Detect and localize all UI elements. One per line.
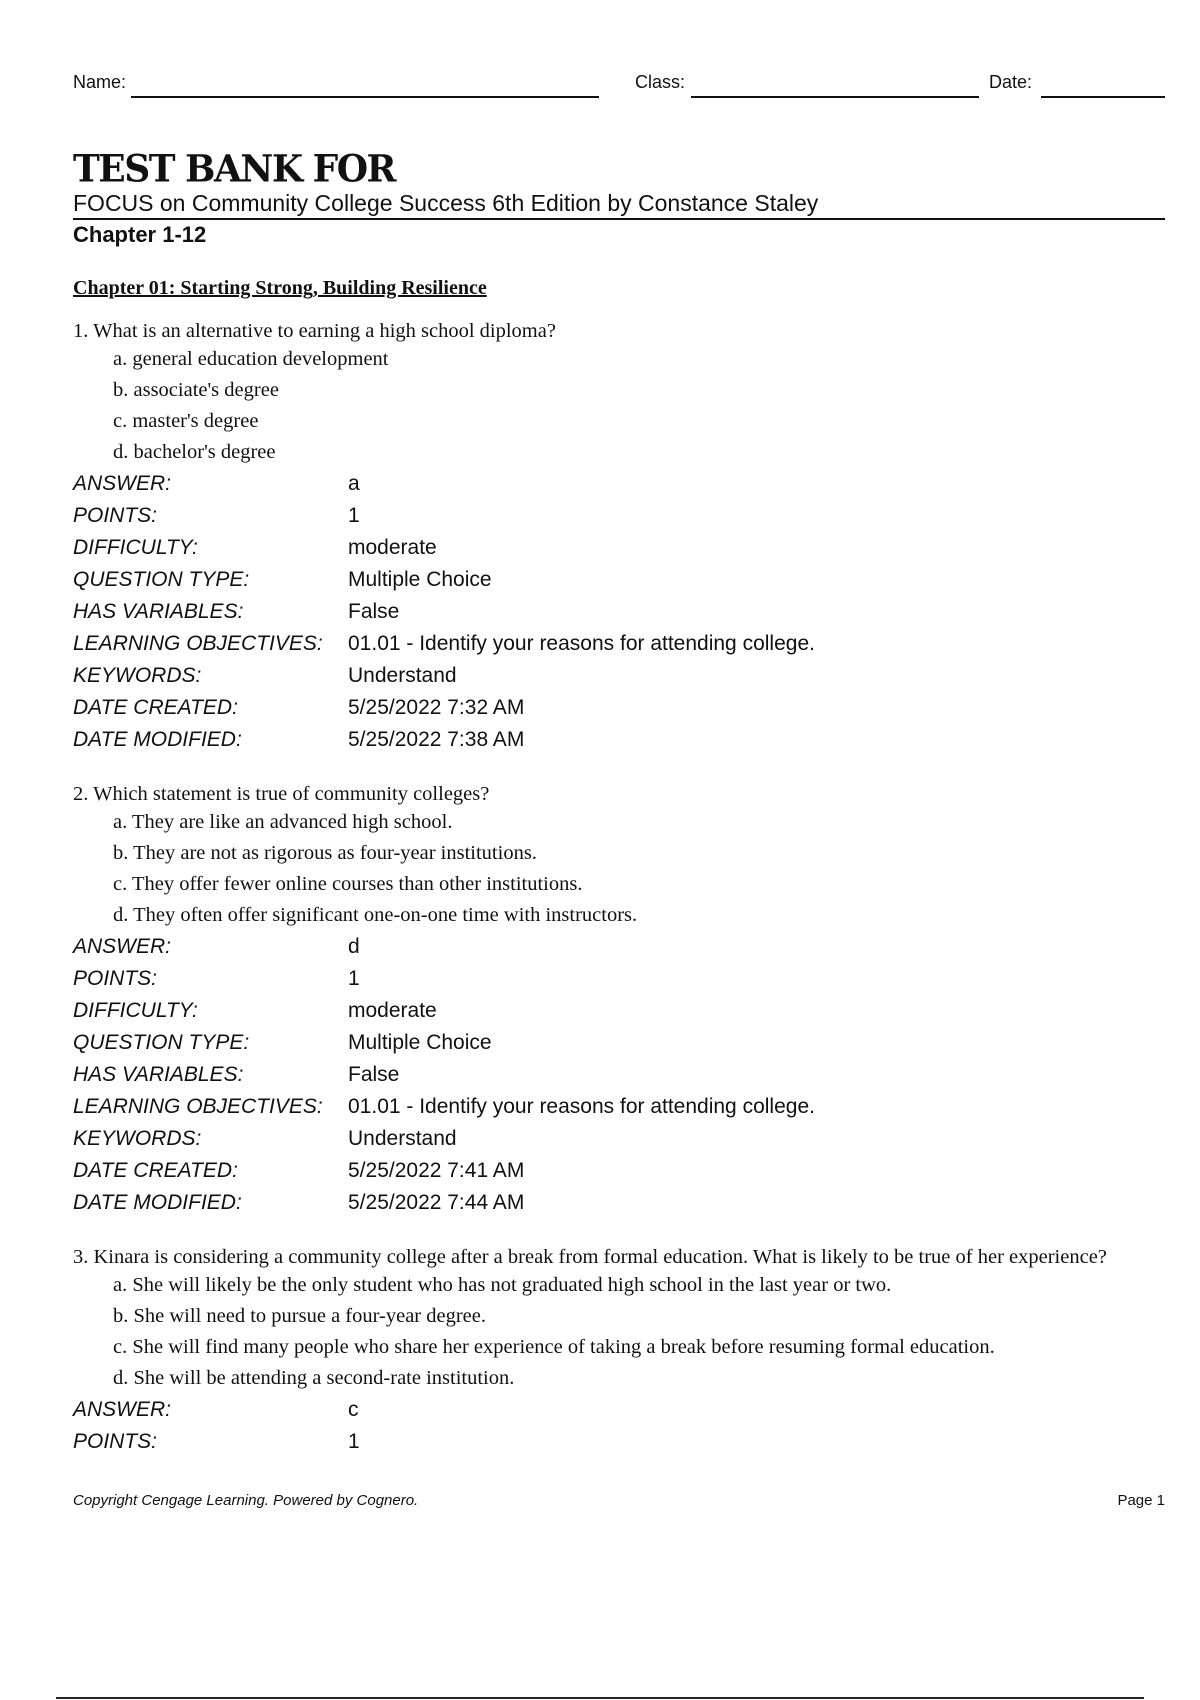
meta-row bbox=[73, 596, 1165, 628]
meta-row bbox=[73, 1059, 1165, 1091]
meta-key: KEYWORDS: bbox=[73, 1127, 202, 1150]
subtitle-divider bbox=[73, 218, 1165, 220]
question-stem: 1. What is an alternative to earning a high school diploma? bbox=[73, 320, 556, 342]
document-title: TEST BANK FOR bbox=[73, 146, 395, 192]
meta-row bbox=[73, 1394, 1165, 1426]
date-label: Date: bbox=[989, 72, 1033, 92]
meta-value: 01.01 - Identify your reasons for attending college. bbox=[348, 632, 815, 655]
meta-row bbox=[73, 468, 1165, 500]
answer-option: d. They often offer significant one-on-one time with instructors. bbox=[113, 904, 638, 926]
meta-row bbox=[73, 963, 1165, 995]
meta-row bbox=[73, 1426, 1165, 1458]
meta-row bbox=[73, 1123, 1165, 1155]
answer-options bbox=[73, 807, 1165, 931]
meta-value: a bbox=[348, 472, 360, 495]
answer-option: c. master's degree bbox=[113, 410, 259, 432]
answer-option: b. associate's degree bbox=[113, 379, 279, 401]
date-line bbox=[1041, 96, 1165, 98]
answer-option: d. bachelor's degree bbox=[113, 441, 276, 463]
meta-key: LEARNING OBJECTIVES: bbox=[73, 1095, 323, 1118]
meta-value: 5/25/2022 7:32 AM bbox=[348, 696, 525, 719]
meta-value: Multiple Choice bbox=[348, 1031, 492, 1054]
answer-option: c. She will find many people who share her experience of taking a break before resuming formal education. bbox=[113, 1336, 995, 1358]
meta-value: 01.01 - Identify your reasons for attending college. bbox=[348, 1095, 815, 1118]
meta-value: 5/25/2022 7:44 AM bbox=[348, 1191, 525, 1214]
meta-key: ANSWER: bbox=[73, 935, 172, 958]
meta-row bbox=[73, 724, 1165, 756]
meta-row bbox=[73, 931, 1165, 963]
meta-key: DIFFICULTY: bbox=[73, 536, 198, 559]
answer-option: c. They offer fewer online courses than other institutions. bbox=[113, 873, 583, 895]
document-subtitle: FOCUS on Community College Success 6th Edition by Constance Staley bbox=[73, 190, 819, 216]
question-3 bbox=[73, 1244, 1165, 1458]
meta-row bbox=[73, 660, 1165, 692]
meta-value: d bbox=[348, 935, 360, 958]
answer-option: a. They are like an advanced high school. bbox=[113, 811, 453, 833]
class-label: Class: bbox=[635, 72, 686, 92]
meta-row bbox=[73, 1027, 1165, 1059]
meta-key: POINTS: bbox=[73, 504, 158, 527]
meta-value: Multiple Choice bbox=[348, 568, 492, 591]
meta-value: 5/25/2022 7:41 AM bbox=[348, 1159, 525, 1182]
answer-options bbox=[73, 1270, 1165, 1394]
meta-key: LEARNING OBJECTIVES: bbox=[73, 632, 323, 655]
meta-value: 1 bbox=[348, 504, 360, 527]
question-metadata bbox=[73, 931, 1165, 1219]
answer-options bbox=[73, 344, 1165, 468]
meta-key: DATE MODIFIED: bbox=[73, 1191, 242, 1214]
class-line bbox=[691, 96, 979, 98]
question-1 bbox=[73, 318, 1165, 756]
meta-key: QUESTION TYPE: bbox=[73, 1031, 250, 1054]
meta-key: DATE CREATED: bbox=[73, 696, 238, 719]
meta-row bbox=[73, 532, 1165, 564]
question-metadata bbox=[73, 1394, 1165, 1458]
meta-key: DATE MODIFIED: bbox=[73, 728, 242, 751]
meta-value: moderate bbox=[348, 536, 437, 559]
answer-option: a. general education development bbox=[113, 348, 389, 370]
meta-value: 1 bbox=[348, 1430, 360, 1453]
question-stem: 2. Which statement is true of community colleges? bbox=[73, 783, 490, 805]
answer-option: d. She will be attending a second-rate institution. bbox=[113, 1367, 515, 1389]
meta-row bbox=[73, 628, 1165, 660]
meta-key: ANSWER: bbox=[73, 1398, 172, 1421]
section-title: Chapter 01: Starting Strong, Building Resilience bbox=[73, 277, 487, 299]
meta-row bbox=[73, 1155, 1165, 1187]
meta-key: HAS VARIABLES: bbox=[73, 600, 244, 623]
meta-value: c bbox=[348, 1398, 359, 1421]
meta-row bbox=[73, 1187, 1165, 1219]
meta-key: HAS VARIABLES: bbox=[73, 1063, 244, 1086]
page-number: Page 1 bbox=[1117, 1492, 1165, 1509]
name-label: Name: bbox=[73, 72, 127, 92]
question-stem: 3. Kinara is considering a community college after a break from formal education. What is likely to be true of her experience? bbox=[73, 1246, 1107, 1268]
meta-key: POINTS: bbox=[73, 1430, 158, 1453]
meta-key: QUESTION TYPE: bbox=[73, 568, 250, 591]
answer-option: b. They are not as rigorous as four-year institutions. bbox=[113, 842, 537, 864]
meta-value: False bbox=[348, 600, 400, 623]
meta-row bbox=[73, 564, 1165, 596]
copyright-notice: Copyright Cengage Learning. Powered by Cognero. bbox=[73, 1492, 419, 1509]
meta-key: DATE CREATED: bbox=[73, 1159, 238, 1182]
meta-row bbox=[73, 692, 1165, 724]
meta-value: moderate bbox=[348, 999, 437, 1022]
student-info-header bbox=[73, 72, 1165, 100]
answer-option: b. She will need to pursue a four-year degree. bbox=[113, 1305, 487, 1327]
meta-row bbox=[73, 995, 1165, 1027]
answer-option: a. She will likely be the only student who has not graduated high school in the last year or two. bbox=[113, 1274, 892, 1296]
meta-key: ANSWER: bbox=[73, 472, 172, 495]
meta-value: Understand bbox=[348, 1127, 457, 1150]
meta-value: False bbox=[348, 1063, 400, 1086]
meta-value: Understand bbox=[348, 664, 457, 687]
meta-key: POINTS: bbox=[73, 967, 158, 990]
page-bottom-rule bbox=[56, 1697, 1144, 1699]
meta-value: 5/25/2022 7:38 AM bbox=[348, 728, 525, 751]
meta-value: 1 bbox=[348, 967, 360, 990]
name-line bbox=[131, 96, 599, 98]
question-2 bbox=[73, 781, 1165, 1219]
question-metadata bbox=[73, 468, 1165, 756]
chapter-range: Chapter 1-12 bbox=[73, 222, 207, 247]
meta-row bbox=[73, 500, 1165, 532]
meta-row bbox=[73, 1091, 1165, 1123]
meta-key: KEYWORDS: bbox=[73, 664, 202, 687]
meta-key: DIFFICULTY: bbox=[73, 999, 198, 1022]
